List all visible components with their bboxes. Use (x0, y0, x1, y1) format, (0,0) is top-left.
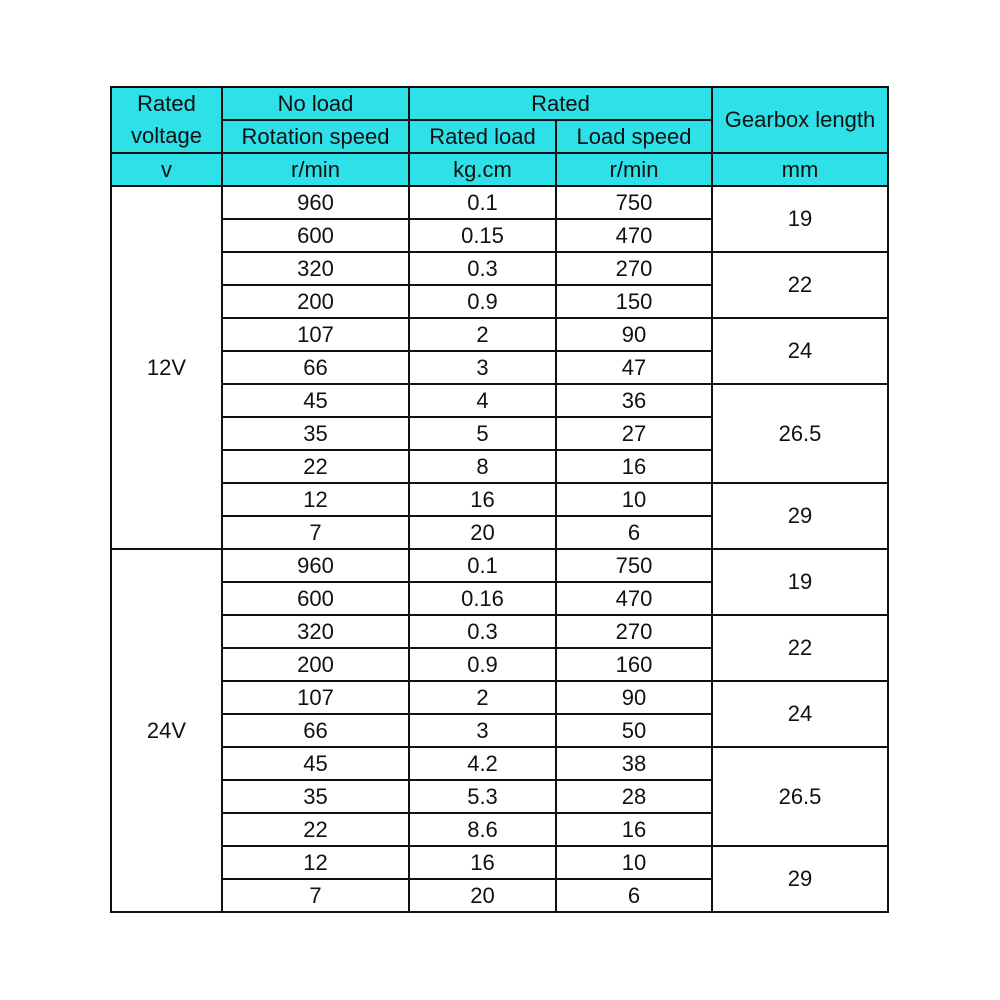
rotation-speed-cell: 7 (222, 516, 409, 549)
load-speed-cell: 16 (556, 813, 712, 846)
rated-load-cell: 0.1 (409, 186, 556, 219)
gearbox-length-cell: 24 (712, 681, 888, 747)
rotation-speed-cell: 107 (222, 681, 409, 714)
rated-load-cell: 8 (409, 450, 556, 483)
gearbox-length-cell: 24 (712, 318, 888, 384)
rotation-speed-cell: 66 (222, 714, 409, 747)
rated-load-cell: 0.15 (409, 219, 556, 252)
rotation-speed-cell: 66 (222, 351, 409, 384)
rotation-speed-cell: 7 (222, 879, 409, 912)
voltage-cell: 24V (111, 549, 222, 912)
rated-load-cell: 5 (409, 417, 556, 450)
table-row (111, 384, 888, 417)
gearbox-length-cell: 22 (712, 252, 888, 318)
rotation-speed-cell: 22 (222, 813, 409, 846)
rated-load-cell: 0.9 (409, 648, 556, 681)
rotation-speed-cell: 22 (222, 450, 409, 483)
rated-load-cell: 4 (409, 384, 556, 417)
rated-load-cell: 0.1 (409, 549, 556, 582)
table-row (111, 318, 888, 351)
rated-load-cell: 3 (409, 714, 556, 747)
table-row (111, 681, 888, 714)
rotation-speed-cell: 45 (222, 384, 409, 417)
load-speed-cell: 6 (556, 516, 712, 549)
rated-load-cell: 0.9 (409, 285, 556, 318)
load-speed-cell: 90 (556, 681, 712, 714)
header-rated-voltage-line1: Rated (137, 91, 196, 116)
header-load-speed: Load speed (556, 120, 712, 153)
rotation-speed-cell: 960 (222, 186, 409, 219)
load-speed-cell: 270 (556, 252, 712, 285)
load-speed-cell: 47 (556, 351, 712, 384)
rated-load-cell: 5.3 (409, 780, 556, 813)
rated-load-cell: 20 (409, 516, 556, 549)
voltage-cell: 12V (111, 186, 222, 549)
gearbox-length-cell: 19 (712, 549, 888, 615)
rated-load-cell: 8.6 (409, 813, 556, 846)
table-row (111, 549, 888, 582)
load-speed-cell: 10 (556, 846, 712, 879)
table-row (111, 252, 888, 285)
load-speed-cell: 50 (556, 714, 712, 747)
gearbox-length-cell: 19 (712, 186, 888, 252)
load-speed-cell: 150 (556, 285, 712, 318)
unit-rotation-speed: r/min (222, 153, 409, 186)
table-row (111, 483, 888, 516)
gearbox-length-cell: 29 (712, 483, 888, 549)
rated-load-cell: 0.3 (409, 252, 556, 285)
load-speed-cell: 270 (556, 615, 712, 648)
rotation-speed-cell: 600 (222, 219, 409, 252)
rotation-speed-cell: 12 (222, 846, 409, 879)
unit-load-speed: r/min (556, 153, 712, 186)
rotation-speed-cell: 320 (222, 615, 409, 648)
load-speed-cell: 38 (556, 747, 712, 780)
table-row (111, 615, 888, 648)
rotation-speed-cell: 600 (222, 582, 409, 615)
rotation-speed-cell: 107 (222, 318, 409, 351)
load-speed-cell: 36 (556, 384, 712, 417)
table-row (111, 186, 888, 219)
table-body (111, 186, 888, 912)
load-speed-cell: 470 (556, 219, 712, 252)
header-no-load: No load (222, 87, 409, 120)
rated-load-cell: 0.16 (409, 582, 556, 615)
rated-load-cell: 2 (409, 318, 556, 351)
spec-table (110, 86, 889, 913)
load-speed-cell: 90 (556, 318, 712, 351)
rotation-speed-cell: 35 (222, 780, 409, 813)
header-rated-load: Rated load (409, 120, 556, 153)
gearbox-length-cell: 26.5 (712, 747, 888, 846)
table-row (111, 747, 888, 780)
header-gearbox-length: Gearbox length (712, 87, 888, 153)
rated-load-cell: 20 (409, 879, 556, 912)
gearbox-length-cell: 26.5 (712, 384, 888, 483)
rotation-speed-cell: 45 (222, 747, 409, 780)
unit-voltage: v (111, 153, 222, 186)
load-speed-cell: 28 (556, 780, 712, 813)
load-speed-cell: 750 (556, 186, 712, 219)
header-rated-voltage (111, 87, 222, 153)
rotation-speed-cell: 12 (222, 483, 409, 516)
load-speed-cell: 470 (556, 582, 712, 615)
rated-load-cell: 16 (409, 483, 556, 516)
unit-gearbox-length: mm (712, 153, 888, 186)
rated-load-cell: 3 (409, 351, 556, 384)
load-speed-cell: 10 (556, 483, 712, 516)
load-speed-cell: 750 (556, 549, 712, 582)
header-rotation-speed: Rotation speed (222, 120, 409, 153)
rated-load-cell: 16 (409, 846, 556, 879)
table-row (111, 846, 888, 879)
rotation-speed-cell: 200 (222, 285, 409, 318)
table-header (111, 87, 888, 186)
gearbox-length-cell: 29 (712, 846, 888, 912)
gearbox-length-cell: 22 (712, 615, 888, 681)
load-speed-cell: 6 (556, 879, 712, 912)
rotation-speed-cell: 35 (222, 417, 409, 450)
rotation-speed-cell: 320 (222, 252, 409, 285)
header-rated-voltage-line2: voltage (131, 123, 202, 148)
rated-load-cell: 4.2 (409, 747, 556, 780)
rotation-speed-cell: 200 (222, 648, 409, 681)
unit-rated-load: kg.cm (409, 153, 556, 186)
rated-load-cell: 0.3 (409, 615, 556, 648)
load-speed-cell: 27 (556, 417, 712, 450)
rotation-speed-cell: 960 (222, 549, 409, 582)
load-speed-cell: 160 (556, 648, 712, 681)
rated-load-cell: 2 (409, 681, 556, 714)
header-rated: Rated (409, 87, 712, 120)
load-speed-cell: 16 (556, 450, 712, 483)
